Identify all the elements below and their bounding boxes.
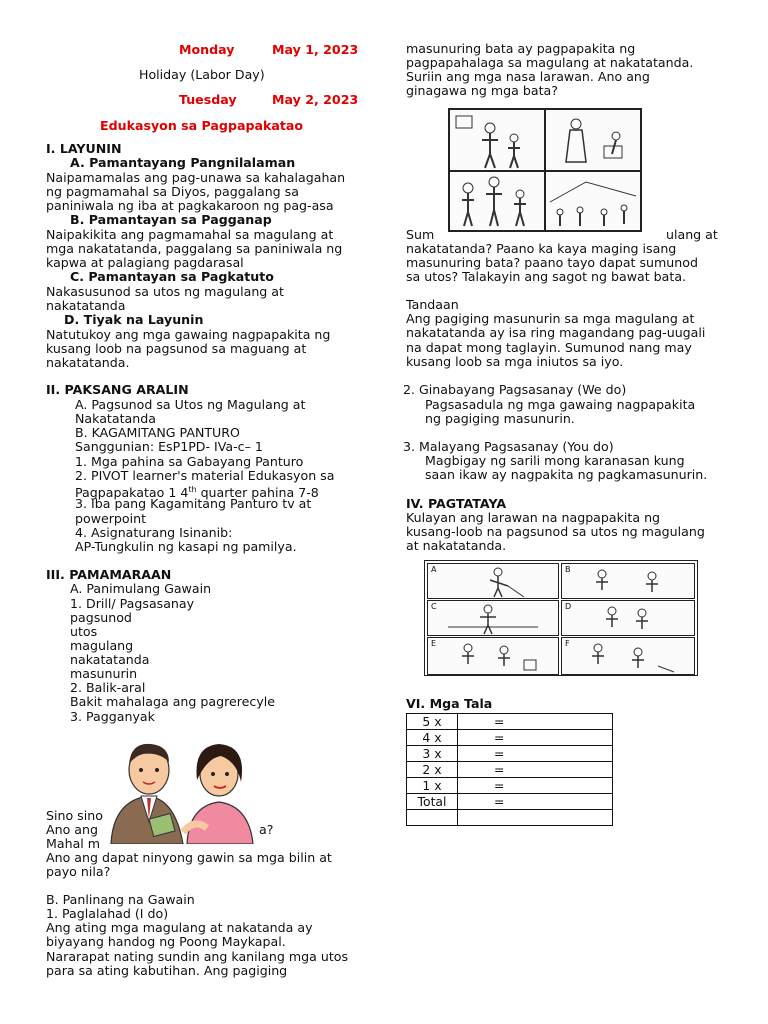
text-line: pagsunod xyxy=(70,610,132,625)
heading-a: A. Pamantayang Pangnilalaman xyxy=(70,155,296,170)
text-line: Bakit mahalaga ang pagrerecyle xyxy=(70,694,276,709)
table-cell: = xyxy=(458,746,613,762)
text-line: payo nila? xyxy=(46,864,111,879)
table-row xyxy=(407,778,613,794)
table-row xyxy=(407,794,613,810)
text-line: 2. Balik-aral xyxy=(70,680,146,695)
table-row xyxy=(407,730,613,746)
assessment-cell-b: B xyxy=(561,563,695,599)
text-line: kusang loob sa mga iniutos sa iyo. xyxy=(406,354,624,369)
assessment-cell-a: A xyxy=(427,563,559,599)
text-line: ginagawa ng mga bata? xyxy=(406,83,558,98)
text-line: Sanggunian: EsP1PD- IVa-c– 1 xyxy=(75,439,263,454)
date-may-2: May 2, 2023 xyxy=(272,92,359,107)
item-2: 2. Ginabayang Pagsasanay (We do) xyxy=(403,382,627,397)
text-line: masunuring bata? paano tayo dapat sumunod xyxy=(406,255,698,270)
text-line: sa utos? Talakayin ang sagot ng bawat bata. xyxy=(406,269,687,284)
children-picture-grid xyxy=(448,108,642,232)
text-line: Natutukoy ang mga gawaing nagpapakita ng xyxy=(46,327,331,342)
heading-d: D. Tiyak na Layunin xyxy=(64,312,204,327)
text-line: nakatatanda ay isa ring magandang pag-uugali xyxy=(406,325,706,340)
table-cell: = xyxy=(458,730,613,746)
table-cell xyxy=(407,810,458,826)
text-line: 2. PIVOT learner's material Edukasyon sa xyxy=(75,468,335,483)
table-row xyxy=(407,762,613,778)
subject-title: Edukasyon sa Pagpapakatao xyxy=(100,118,304,133)
text-line: 4. Asignaturang Isinanib: xyxy=(75,525,233,540)
text-line: ng pagmamahal sa Diyos, paggalang sa xyxy=(46,184,299,199)
table-cell: 5 x xyxy=(407,714,458,730)
date-may-1: May 1, 2023 xyxy=(272,42,359,57)
tandaan-heading: Tandaan xyxy=(406,297,459,312)
day-tuesday: Tuesday xyxy=(179,92,237,107)
text-line: ng pagiging masunurin. xyxy=(425,411,575,426)
text-line: magulang xyxy=(70,638,134,653)
picture-cell xyxy=(449,171,545,231)
text-line: masunuring bata ay pagpapakita ng xyxy=(406,41,636,56)
table-cell: Total xyxy=(407,794,458,810)
text-line: Pagpapakatao 1 4th quarter pahina 7-8 xyxy=(75,485,319,501)
text-line: Magbigay ng sarili mong karanasan kung xyxy=(425,453,685,468)
text-line: nakatatanda xyxy=(46,298,126,313)
tala-table xyxy=(406,713,613,826)
text-line: na dapat mong taglayin. Sumunod nang may xyxy=(406,340,692,355)
table-cell: 2 x xyxy=(407,762,458,778)
section-layunin: I. LAYUNIN xyxy=(46,141,122,156)
text-line: Naipamamalas ang pag-unawa sa kahalagahan xyxy=(46,170,346,185)
text-line: paniniwala ng iba at pagkakaroon ng pag-asa xyxy=(46,198,334,213)
table-cell: = xyxy=(458,714,613,730)
text-line: 1. Drill/ Pagsasanay xyxy=(70,596,195,611)
text-line: powerpoint xyxy=(75,511,147,526)
parents-illustration xyxy=(103,732,259,844)
text-line: pagpapahalaga sa magulang at nakatatanda. xyxy=(406,55,694,70)
assessment-cell-c: C xyxy=(427,600,559,636)
section-pagtataya: IV. PAGTATAYA xyxy=(406,496,507,511)
assessment-cell-f: F xyxy=(561,637,695,675)
text-line: biyayang handog ng Poong Maykapal. xyxy=(46,934,286,949)
text-line: B. Panlinang na Gawain xyxy=(46,892,195,907)
text-line: nakatatanda. xyxy=(46,355,130,370)
text-line: 1. Mga pahina sa Gabayang Panturo xyxy=(75,454,304,469)
text-line: saan ikaw ay nagpakita ng pagkamasunurin. xyxy=(425,467,708,482)
table-cell: 1 x xyxy=(407,778,458,794)
table-cell: 4 x xyxy=(407,730,458,746)
section-mga-tala: VI. Mga Tala xyxy=(406,696,493,711)
text-line: para sa ating kabutihan. Ang pagiging xyxy=(46,963,288,978)
text-line: Ano ang xyxy=(46,822,98,837)
text-line: Kulayan ang larawan na nagpapakita ng xyxy=(406,510,661,525)
text-line: Sum xyxy=(406,227,435,242)
item-3: 3. Malayang Pagsasanay (You do) xyxy=(403,439,614,454)
day-monday: Monday xyxy=(179,42,235,57)
picture-cell xyxy=(545,109,641,171)
assessment-picture-grid xyxy=(424,560,698,676)
section-paksa: II. PAKSANG ARALIN xyxy=(46,382,189,397)
text-line: nakatatanda? Paano ka kaya maging isang xyxy=(406,241,677,256)
table-cell xyxy=(458,810,613,826)
text-line: Ang pagiging masunurin sa mga magulang at xyxy=(406,311,695,326)
text-line: A. Pagsunod sa Utos ng Magulang at xyxy=(75,397,306,412)
table-cell: = xyxy=(458,778,613,794)
text-line: Pagsasadula ng mga gawaing nagpapakita xyxy=(425,397,696,412)
holiday-note: Holiday (Labor Day) xyxy=(139,67,265,82)
text-line: a? xyxy=(259,822,274,837)
text-line: Ang ating mga magulang at nakatanda ay xyxy=(46,920,313,935)
table-cell: 3 x xyxy=(407,746,458,762)
text-line: ulang at xyxy=(666,227,718,242)
text-line: 3. Pagganyak xyxy=(70,709,155,724)
text-line: kusang-loob na pagsunod sa utos ng magulang xyxy=(406,524,705,539)
text-line: Sino sino xyxy=(46,808,103,823)
text-line: utos xyxy=(70,624,98,639)
text-line: AP-Tungkulin ng kasapi ng pamilya. xyxy=(75,539,297,554)
text-line: masunurin xyxy=(70,666,138,681)
heading-c: C. Pamantayan sa Pagkatuto xyxy=(70,269,274,284)
text-line: Suriin ang mga nasa larawan. Ano ang xyxy=(406,69,650,84)
picture-cell xyxy=(449,109,545,171)
text-line: kapwa at palagiang pagdarasal xyxy=(46,255,244,270)
assessment-cell-e: E xyxy=(427,637,559,675)
table-row xyxy=(407,810,613,826)
text-line: Nakatatanda xyxy=(75,411,156,426)
picture-cell xyxy=(545,171,641,231)
text-line: mga nakatatanda, paggalang sa paniniwala ng xyxy=(46,241,343,256)
text-line: Nakasusunod sa utos ng magulang at xyxy=(46,284,284,299)
text-line: 3. Iba pang Kagamitang Panturo tv at xyxy=(75,496,312,511)
assessment-cell-d: D xyxy=(561,600,695,636)
text-line: Nararapat nating sundin ang kanilang mga utos xyxy=(46,949,349,964)
section-pamamaraan: III. PAMAMARAAN xyxy=(46,567,172,582)
text-line: Ano ang dapat ninyong gawin sa mga bilin at xyxy=(46,850,332,865)
text-line: at nakatatanda. xyxy=(406,538,507,553)
text-line: A. Panimulang Gawain xyxy=(70,581,212,596)
text-line: 1. Paglalahad (I do) xyxy=(46,906,169,921)
table-cell: = xyxy=(458,794,613,810)
text-line: Naipakikita ang pagmamahal sa magulang at xyxy=(46,227,334,242)
table-row xyxy=(407,746,613,762)
text-line: nakatatanda xyxy=(70,652,150,667)
heading-b: B. Pamantayan sa Pagganap xyxy=(70,212,272,227)
text-line: kusang loob na pagsunod sa maguang at xyxy=(46,341,307,356)
table-cell: = xyxy=(458,762,613,778)
text-line: B. KAGAMITANG PANTURO xyxy=(75,425,240,440)
text-line: Mahal m xyxy=(46,836,101,851)
table-row xyxy=(407,714,613,730)
